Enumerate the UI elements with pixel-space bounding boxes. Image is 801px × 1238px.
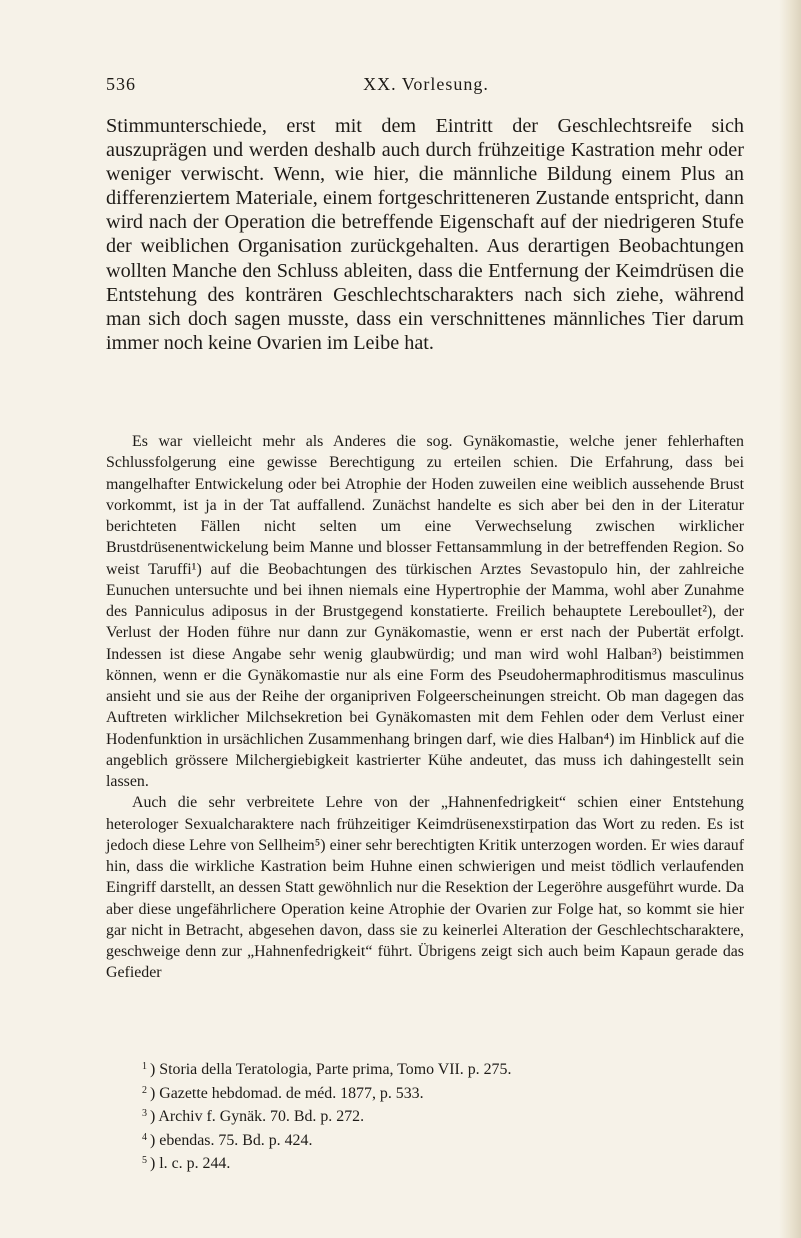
footnote-text: Storia della Teratologia, Parte prima, Tomo VII. p. 275.	[159, 1061, 512, 1078]
small-paragraph-hahnenfedrigkeit: Auch die sehr verbreitete Lehre von der „Hahnenfedrigkeit“ schien einer Entstehung heterologer Sexualcharaktere nach frühzeitiger Keimdrüsenexstirpation das Wort zu reden. Es ist jedoch diese Lehre von Sellheim⁵) einer sehr berechtigten Kritik unterzogen worden. Er wies darauf hin, dass die wirkliche Kastration beim Huhne einen schwierigen und meist tödlich verlaufenden Eingriff darstellt, an dessen Statt gewöhnlich nur die Resektion der Legeröhre ausgeführt wurde. Da aber diese ungefährlichere Operation keine Atrophie der Ovarien zur Folge hat, so kommt sie hier gar nicht in Betracht, abgesehen davon, dass sie zu keinerlei Alteration der Geschlechtscharaktere, geschweige denn zur „Hahnenfedrigkeit“ führt. Übrigens zeigt sich auch beim Kapaun gerade das Gefieder	[106, 794, 744, 982]
footnote-marker: 4	[142, 1131, 147, 1143]
small-paragraph-gynaekomastie: Es war vielleicht mehr als Anderes die sog. Gynäkomastie, welche jener fehlerhaften Schlussfolgerung eine gewisse Berechtigung zu erteilen schien. Die Erfahrung, dass bei mangelhafter Entwickelung oder bei Atrophie der Hoden zuweilen eine weiblich aussehende Brust vorkommt, ist ja in der Tat auffallend. Zunächst handelte es sich aber bei den in der Literatur berichteten Fällen nicht selten um eine Verwechselung zwischen wirklicher Brustdrüsenentwickelung beim Manne und blosser Fettansammlung in der betreffenden Region. So weist Taruffi¹) auf die Beobachtungen des türkischen Arztes Sevastopulo hin, der zahlreiche Eunuchen untersuchte und bei ihnen niemals eine Hypertrophie der Mamma, wohl aber Zunahme des Panniculus adiposus in der Brustgegend konstatierte. Freilich behauptete Lereboullet²), der Verlust der Hoden führe nur dann zur Gynäkomastie, wenn er erst nach der Pubertät erfolgt. Indessen ist diese Angabe sehr wenig glaubwürdig; und man wird wohl Halban³) beistimmen können, wenn er die Gynäkomastie nur als eine Form des Pseudohermaphroditismus masculinus ansieht und sie aus der Reihe der organipriven Folgeerscheinungen streicht. Ob man dagegen das Auftreten wirklicher Milchsekretion bei Gynäkomasten mit dem Fehlen oder dem Verlust einer Hodenfunktion in ursächlichen Zusammenhang bringen darf, wie dies Halban⁴) im Hinblick auf die angeblich grössere Milchergiebigkeit kastrierter Kühe andeutet, das muss ich dahingestellt sein lassen.	[106, 433, 744, 790]
footnote-marker: 5	[142, 1155, 147, 1167]
footnote-text: l. c. p. 244.	[159, 1155, 231, 1173]
footnote-text: Gazette hebdomad. de méd. 1877, p. 533.	[159, 1084, 424, 1102]
footnotes	[142, 1057, 742, 1175]
footnote-text: ebendas. 75. Bd. p. 424.	[159, 1131, 313, 1149]
footnote: $^4$ ) ebendas. 75. Bd. p. 424.	[142, 1131, 313, 1149]
page-number: 536	[106, 74, 136, 94]
footnote: $^5$ ) l. c. p. 244.	[142, 1155, 231, 1173]
footnote-marker: 3	[142, 1108, 147, 1120]
footnote: $^2$ ) Gazette hebdomad. de méd. 1877, p. 533.	[142, 1084, 424, 1102]
main-paragraph-block	[106, 114, 744, 355]
page-edge-shadow	[779, 0, 801, 1238]
footnote-marker: 1	[142, 1061, 147, 1072]
small-print-block	[106, 431, 744, 984]
footnote: $^3$ ) Archiv f. Gynäk. 70. Bd. p. 272.	[142, 1108, 365, 1126]
main-paragraph: Stimmunterschiede, erst mit dem Eintritt der Geschlechtsreife sich auszuprägen und werden deshalb auch durch frühzeitige Kastration mehr oder weniger verwischt. Wenn, wie hier, die männliche Bildung einem Plus an differenziertem Materiale, einem fortgeschritteneren Zustande entspricht, dann wird nach der Operation die betreffende Eigenschaft auf der niedrigeren Stufe der weiblichen Organisation zurückgehalten. Aus derartigen Beobachtungen wollten Manche den Schluss ableiten, dass die Entfernung der Keimdrüsen die Entstehung des konträren Geschlechtscharakters nach sich ziehe, während man sich doch sagen musste, dass ein verschnittenes männliches Tier darum immer noch keine Ovarien im Leibe hat.	[106, 115, 744, 354]
footnote: $^1$ ) Storia della Teratologia, Parte prima, Tomo VII. p. 275.	[142, 1061, 512, 1078]
running-title: XX. Vorlesung.	[363, 74, 489, 94]
footnote-marker: 2	[142, 1084, 147, 1096]
footnote-text: Archiv f. Gynäk. 70. Bd. p. 272.	[158, 1108, 365, 1126]
page-header	[106, 74, 746, 98]
